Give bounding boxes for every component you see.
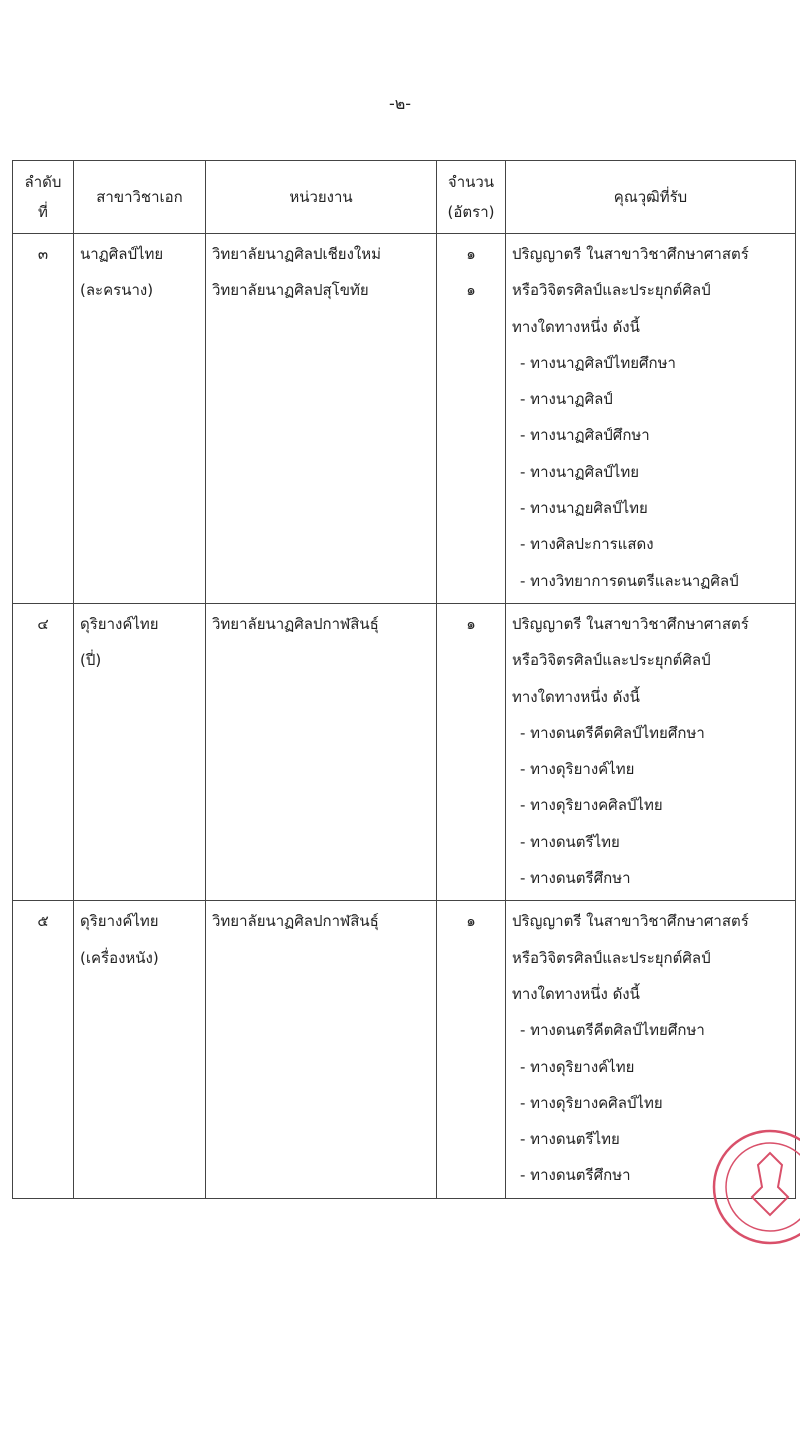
qualification-line: ปริญญาตรี ในสาขาวิชาศึกษาศาสตร์: [512, 912, 749, 931]
table-row: [13, 234, 796, 604]
unit-name: วิทยาลัยนาฏศิลปสุโขทัย: [212, 281, 369, 300]
column-header-line: (อัตรา): [447, 203, 495, 221]
column-header-line: จำนวน: [447, 173, 495, 191]
qualification-field: - ทางดุริยางคศิลป์ไทย: [520, 1093, 663, 1112]
table-row: [13, 603, 796, 900]
count-cell: [437, 901, 506, 1198]
qualification-field: - ทางดุริยางค์ไทย: [520, 760, 635, 779]
position-count: ๑: [466, 245, 476, 263]
position-count: ๑: [466, 614, 476, 633]
position-count: ๑: [466, 912, 476, 931]
unit-name: วิทยาลัยนาฏศิลปกาฬสินธุ์: [212, 912, 379, 931]
column-header: [506, 161, 796, 234]
position-table: [12, 160, 796, 1199]
qualification-line: ปริญญาตรี ในสาขาวิชาศึกษาศาสตร์: [512, 614, 749, 633]
row-number: ๕: [37, 912, 49, 931]
column-header-line: สาขาวิชาเอก: [96, 188, 183, 206]
qualification-line: ทางใดทางหนึ่ง ดังนี้: [512, 317, 640, 336]
qualification-field: - ทางนาฏศิลป์ไทยศึกษา: [520, 353, 676, 372]
column-header-line: หน่วยงาน: [289, 188, 353, 206]
qualification-field: - ทางนาฏศิลป์ศึกษา: [520, 426, 650, 445]
qualification-line: ทางใดทางหนึ่ง ดังนี้: [512, 687, 640, 706]
qualification-field: - ทางดนตรีไทย: [520, 1130, 620, 1149]
major-line: ดุริยางค์ไทย: [80, 912, 159, 931]
count-cell: [437, 603, 506, 900]
qualification-field: - ทางดุริยางค์ไทย: [520, 1057, 635, 1076]
qualification-line: ปริญญาตรี ในสาขาวิชาศึกษาศาสตร์: [512, 245, 749, 263]
qualification-line: หรือวิจิตรศิลป์และประยุกต์ศิลป์: [512, 948, 711, 967]
unit-cell: [206, 603, 437, 900]
column-header: [437, 161, 506, 234]
major-cell: [74, 603, 206, 900]
qualification-line: ทางใดทางหนึ่ง ดังนี้: [512, 984, 640, 1003]
qualification-cell: [506, 234, 796, 604]
row-number-cell: [13, 603, 74, 900]
qualification-field: - ทางดนตรีคีตศิลป์ไทยศึกษา: [520, 723, 705, 742]
row-number-cell: [13, 234, 74, 604]
row-number-cell: [13, 901, 74, 1198]
major-line: นาฏศิลป์ไทย: [80, 245, 164, 263]
unit-name: วิทยาลัยนาฏศิลปเชียงใหม่: [212, 245, 382, 263]
row-number: ๔: [37, 614, 49, 633]
official-seal-stamp: [708, 1125, 800, 1245]
qualification-field: - ทางนาฏศิลป์ไทย: [520, 462, 640, 481]
qualification-field: - ทางดุริยางคศิลป์ไทย: [520, 796, 663, 815]
qualification-field: - ทางดนตรีไทย: [520, 832, 620, 851]
count-cell: [437, 234, 506, 604]
major-line: ดุริยางค์ไทย: [80, 614, 159, 633]
qualification-field: - ทางนาฏศิลป์: [520, 390, 613, 409]
column-header-line: คุณวุฒิที่รับ: [613, 188, 688, 206]
table-header-row: [13, 161, 796, 234]
qualification-line: หรือวิจิตรศิลป์และประยุกต์ศิลป์: [512, 651, 711, 670]
column-header-line: ลำดับ: [24, 173, 62, 191]
column-header-line: ที่: [38, 203, 48, 221]
column-header: [74, 161, 206, 234]
unit-name: วิทยาลัยนาฏศิลปกาฬสินธุ์: [212, 614, 379, 633]
position-count: ๑: [466, 281, 476, 300]
page-number: -๒-: [388, 94, 412, 113]
major-line: (ละครนาง): [80, 281, 154, 300]
major-line: (เครื่องหนัง): [80, 948, 159, 967]
qualification-field: - ทางดนตรีคีตศิลป์ไทยศึกษา: [520, 1021, 705, 1040]
qualification-field: - ทางดนตรีศึกษา: [520, 869, 631, 888]
qualification-field: - ทางดนตรีศึกษา: [520, 1166, 631, 1185]
qualification-line: หรือวิจิตรศิลป์และประยุกต์ศิลป์: [512, 281, 711, 300]
qualification-field: - ทางนาฏยศิลป์ไทย: [520, 499, 648, 518]
unit-cell: [206, 901, 437, 1198]
major-cell: [74, 234, 206, 604]
column-header: [206, 161, 437, 234]
table-row: [13, 901, 796, 1198]
major-line: (ปี่): [80, 651, 102, 670]
row-number: ๓: [37, 245, 49, 263]
qualification-field: - ทางวิทยาการดนตรีและนาฏศิลป์: [520, 571, 739, 590]
unit-cell: [206, 234, 437, 604]
column-header: [13, 161, 74, 234]
qualification-cell: [506, 603, 796, 900]
qualification-field: - ทางศิลปะการแสดง: [520, 535, 654, 554]
major-cell: [74, 901, 206, 1198]
